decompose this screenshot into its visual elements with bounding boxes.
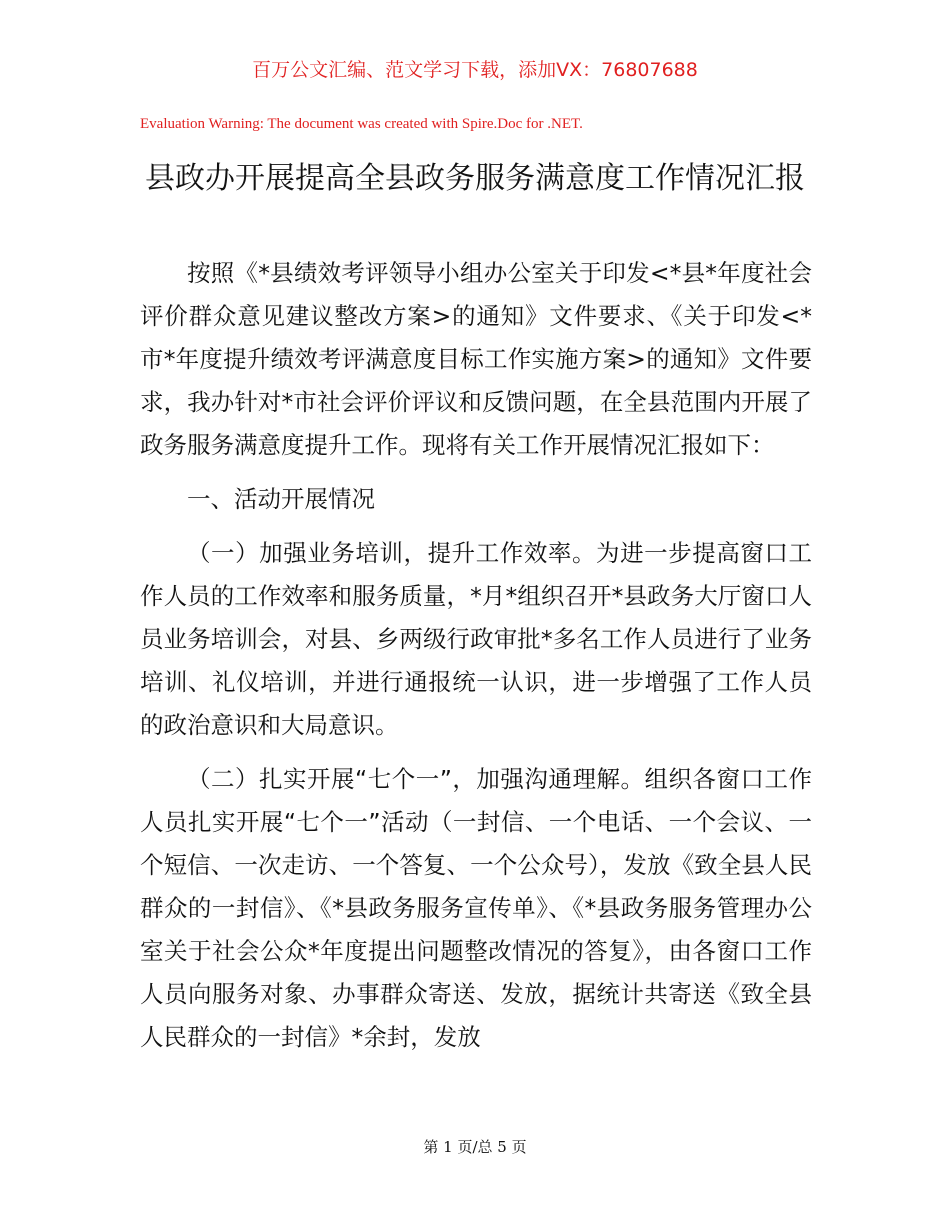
header-banner: 百万公文汇编、范文学习下载，添加VX：76807688 xyxy=(252,59,698,81)
paragraph-training: （一）加强业务培训，提升工作效率。为进一步提高窗口工作人员的工作效率和服务质量，*月*组织召开*县政务大厅窗口人员业务培训会，对县、乡两级行政审批*多名工作人员进行了业务培训、礼仪培训，并进行通报统一认识，进一步增强了工作人员的政治意识和大局意识。 xyxy=(140,539,812,739)
page-number: 第 1 页/总 5 页 xyxy=(423,1138,527,1156)
section-heading: 一、活动开展情况 xyxy=(187,485,375,513)
document-title: 县政办开展提高全县政务服务满意度工作情况汇报 xyxy=(145,161,805,196)
document-body xyxy=(140,252,812,1070)
paragraph-seven-ones: （二）扎实开展“七个一”，加强沟通理解。组织各窗口工作人员扎实开展“七个一”活动（一封信、一个电话、一个会议、一个短信、一次走访、一个答复、一个公众号），发放《致全县人民群众的一封信》、《*县政务服务宣传单》、《*县政务服务管理办公室关于社会公众*年度提出问题整改情况的答复》，由各窗口工作人员向服务对象、办事群众寄送、发放，据统计共寄送《致全县人民群众的一封信》*余封，发放 xyxy=(140,765,812,1051)
intro-paragraph: 按照《*县绩效考评领导小组办公室关于印发<*县*年度社会评价群众意见建议整改方案>的通知》文件要求、《关于印发<*市*年度提升绩效考评满意度目标工作实施方案>的通知》文件要求，我办针对*市社会评价评议和反馈问题，在全县范围内开展了政务服务满意度提升工作。现将有关工作开展情况汇报如下： xyxy=(140,259,812,459)
evaluation-warning: Evaluation Warning: The document was created with Spire.Doc for .NET. xyxy=(140,116,583,132)
